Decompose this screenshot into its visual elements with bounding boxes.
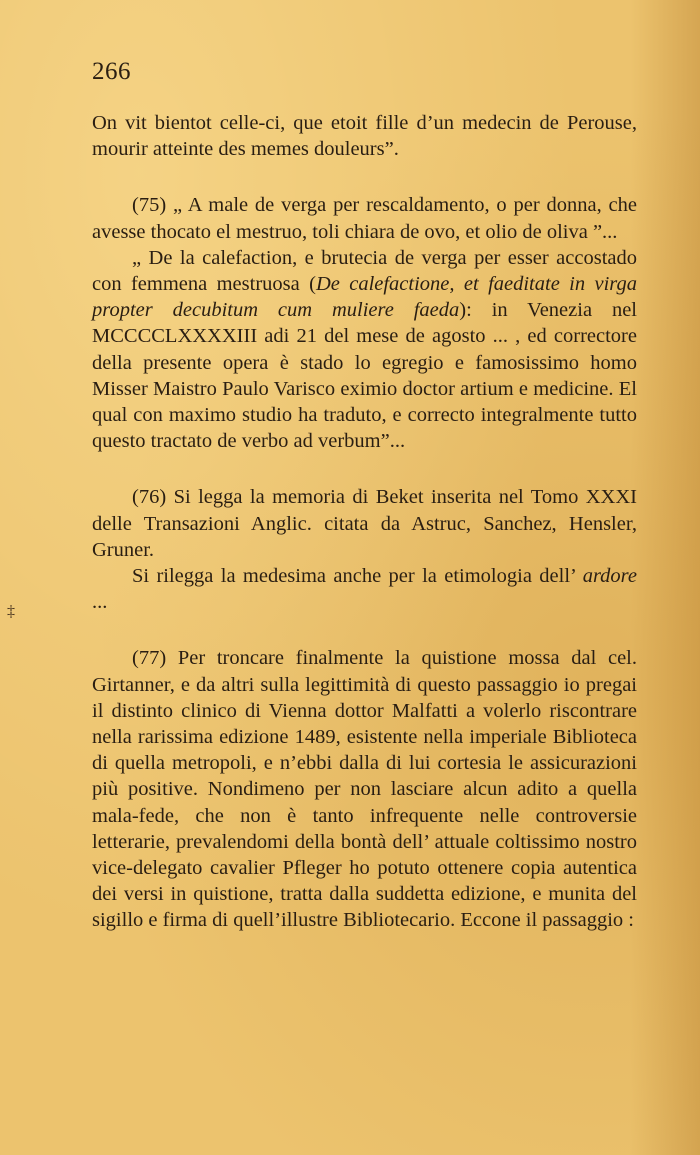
note-76-continuation bbox=[92, 563, 637, 615]
note-76-italic-word: ardore bbox=[582, 565, 637, 588]
note-75-quote-text: „ De la calefaction, e brutecia de verga per esser accostado con femmena mestruosa ( bbox=[92, 246, 637, 296]
note-77: (77) Per troncare finalmente la quistione mossa dal cel. Girtanner, e da altri sulla legittimità di questo passaggio io pregai il distinto clinico di Vienna dottor Malfatti a volerlo riscontrare nella rarissima edizione 1489, esistente nella imperiale Biblioteca di quella metropoli, e n’ebbi dalla di lui cortesia le assicurazioni più positive. Nondimeno per non lasciare alcun adito a quella mala-fede, che non è tanto infrequente nelle controversie letterarie, prevalendomi della bontà dell’ attuale coltissimo nostro vice-delegato cavalier Pfleger ho potuto ottenere copia autentica dei versi in quistione, tratta dalla suddetta edizione, e munita del sigillo e firma di quell’illustre Bibliotecario. Eccone il passaggio : bbox=[92, 647, 637, 932]
note-75-latin-title: De calefactione, et faeditate in virga propter decubitum cum muliere faeda bbox=[92, 273, 637, 322]
note-76-text-end: ... bbox=[92, 591, 108, 614]
note-75-quote-text-end: ): in Venezia nel MCCCCLXXXXIII adi 21 del mese de agosto ... , ed correctore della presente opera è stado lo egregio e famosissimo homo Misser Maistro Paulo Varisco eximio doctor artium e medicine. El qual con maximo studio ha traduto, e correcto integralmente tutto questo tractato de verbo ad verbum”... bbox=[92, 299, 637, 453]
margin-mark: ‡ bbox=[7, 603, 15, 620]
note-76: (76) Si legga la memoria di Beket inserita nel Tomo XXXI delle Transazioni Anglic. citata da Astruc, Sanchez, Hensler, Gruner. bbox=[92, 486, 637, 561]
paragraph-continuation: On vit bientot celle-ci, que etoit fille d’un medecin de Perouse, mourir atteinte des memes douleurs”. bbox=[92, 112, 637, 161]
note-75-quote bbox=[92, 245, 637, 455]
page-body bbox=[92, 58, 637, 934]
page-number: 266 bbox=[92, 58, 131, 85]
note-76-text: Si rilegga la medesima anche per la etimologia dell’ bbox=[132, 565, 583, 588]
note-75: (75) „ A male de verga per rescaldamento, o per donna, che avesse thocato el mestruo, toli chiara de ovo, et olio de oliva ”... bbox=[92, 194, 637, 243]
